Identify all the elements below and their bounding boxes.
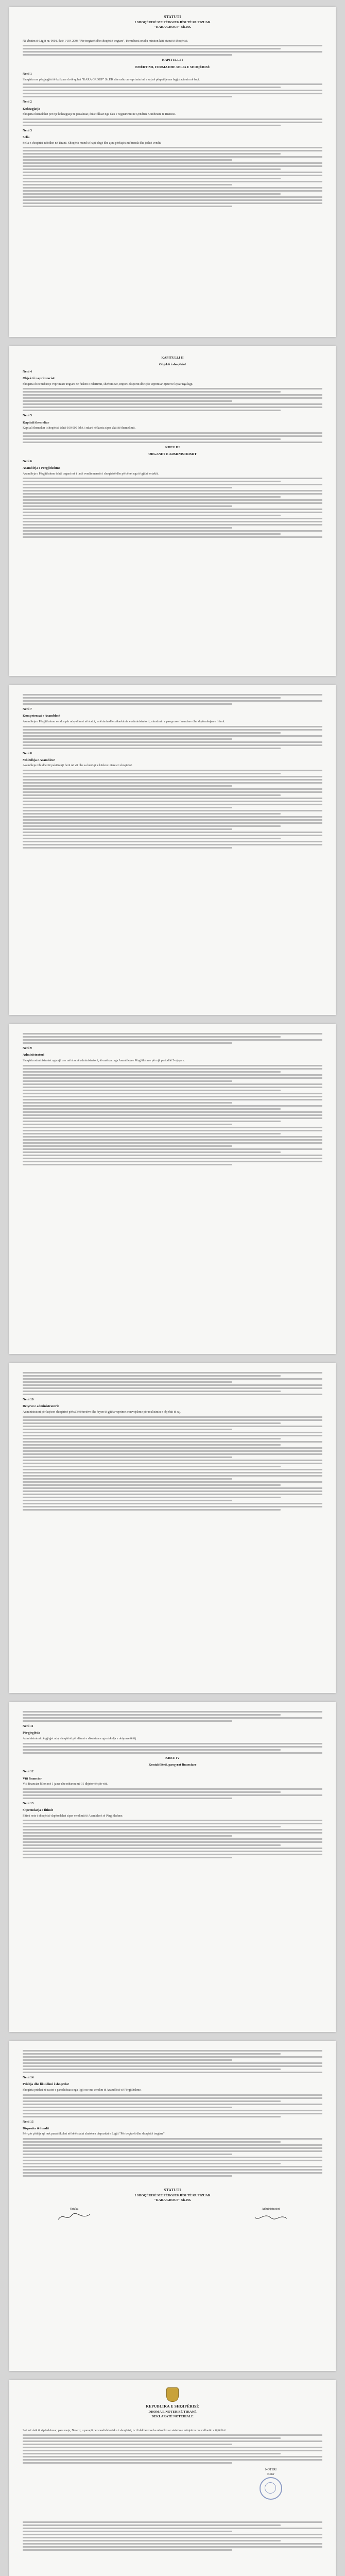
closing-heading: STATUTI [164,2188,181,2193]
article-2: Neni 2 [23,100,32,104]
signature-scrawl-2 [219,2211,322,2223]
page-8 [9,2380,336,2576]
article-9-title: Administratori [23,1053,44,1057]
chapter-1-title: EMËRTIMI, FORMA DHE SELIA E SHOQËRISË [135,65,210,69]
signature-right [219,2207,322,2223]
page-7 [9,2041,336,2371]
article-5-text: Kapitali themeltar i shoqërisë është 100 000 lekë, i ndarë në kuota sipas aktit të themelimit. [23,427,136,430]
declaration-text: Sot më datë të sipërshënuar, para meje, Noterit, u paraqit personalisht ortaku i shoqërisë, i cili deklaroi se ka nënshkruar statutin e mësipërm me vullnetin e tij të lirë. [23,2429,227,2432]
article-11: Neni 11 [23,1724,33,1728]
article-10-text: Administratori përfaqëson shoqërinë përballë të tretëve dhe kryen të gjitha veprimet e nevojshme për realizimin e objektit të saj. [23,1410,181,1414]
notary-chamber: DHOMA E NOTERISË TIRANË [148,2410,197,2414]
article-7-text: Asambleja e Përgjithshme vendos për ndryshimet në statut, emërimin dhe shkarkimin e administratorit, miratimin e pasqyrave financiare dhe shpërndarjen e fitimit. [23,720,226,723]
article-2-text: Shoqëria themelohet për një kohëzgjatje të pacaktuar, duke filluar nga data e regjistrimit në Qendrën Kombëtare të Biznesit. [23,113,176,116]
intro-text: Në zbatim të Ligjit nr. 9901, datë 14.04.2008 "Për tregtarët dhe shoqëritë tregtare", themeluesi/ortaku miraton këtë statut të shoqërisë. [23,39,188,43]
article-8-title: Mbledhja e Asamblesë [23,758,55,762]
signature-left-label: Ortaku [70,2207,79,2211]
article-2-title: Kohëzgjatja [23,107,40,111]
article-12-text: Viti financiar fillon më 1 janar dhe mbaron më 31 dhjetor të çdo viti. [23,1783,108,1786]
article-12-title: Viti financiar [23,1776,42,1781]
article-1-text: Shoqëria me përgjegjësi të kufizuar do të quhet "KARA GROUP" Sh.P.K dhe ushtron veprimtarinë e saj në përputhje me legjislacionin në fuqi. [23,78,200,81]
closing-company: "KARA GROUP" Sh.P.K [154,2198,191,2202]
article-15-text: Për çdo çështje që nuk parashikohet në këtë statut zbatohen dispozitat e Ligjit "Për tregtarët dhe shoqëritë tregtare". [23,2132,166,2136]
article-3-title: Selia [23,135,30,140]
notary-label: NOTERI [265,2468,277,2472]
article-1: Neni 1 [23,72,32,76]
article-13-title: Shpërndarja e fitimit [23,1808,53,1812]
signature-right-label: Administratori [262,2207,280,2211]
article-4: Neni 4 [23,369,32,374]
article-3-text: Selia e shoqërisë ndodhet në Tiranë. Shoqëria mund të hapë degë dhe zyra përfaqësimi brenda dhe jashtë vendit. [23,141,162,145]
signature-left [23,2207,126,2223]
article-10-title: Detyrat e administratorit [23,1404,59,1409]
page-3 [9,685,336,1015]
signature-row [23,2207,322,2223]
notary-signature [219,2468,322,2501]
article-15-title: Dispozita të fundit [23,2126,49,2130]
article-3: Neni 3 [23,128,32,132]
article-12: Neni 12 [23,1770,34,1774]
chapter-3-title: ORGANET E ADMINISTRIMIT [148,452,197,456]
article-4-text: Shoqëria do të ushtrojë veprimtari tregtare në fushën e ndërtimit, shërbimeve, import-eksportit dhe çdo veprimtari tjetër të lejuar nga ligji. [23,382,194,386]
signature-scrawl [23,2211,126,2223]
statute-heading: STATUTI [164,14,181,19]
article-7-title: Kompetencat e Asamblesë [23,714,60,718]
article-15: Neni 15 [23,2120,34,2124]
article-13: Neni 13 [23,1801,34,1805]
article-14-title: Prishja dhe likuidimi i shoqërisë [23,2082,69,2087]
chapter-3: KREU III [165,445,180,449]
chapter-2-title: Objekti i shoqërisë [159,363,186,367]
chapter-1: KAPITULLI I [162,58,183,62]
statute-subheading: I SHOQËRISË ME PËRGJEGJËSI TË KUFIZUAR [134,20,211,24]
article-14-text: Shoqëria prishet në rastet e parashikuara nga ligji ose me vendim të Asamblesë së Përgjithshme. [23,2088,142,2092]
article-10: Neni 10 [23,1398,34,1401]
page-6 [9,1702,336,2032]
article-6-title: Asambleja e Përgjithshme [23,466,60,470]
chapter-2: KAPITULLI II [161,356,184,360]
article-5: Neni 5 [23,414,32,418]
article-6-text: Asambleja e Përgjithshme është organi më i lartë vendimmarrës i shoqërisë dhe përbëhet nga të gjithë ortakët. [23,472,159,476]
company-name: "KARA GROUP" Sh.P.K [154,25,191,29]
article-7: Neni 7 [23,707,32,711]
article-8: Neni 8 [23,751,32,755]
article-11-title: Përgjegjësia [23,1731,40,1735]
article-13-text: Fitimi neto i shoqërisë shpërndahet sipas vendimit të Asamblesë së Përgjithshme. [23,1814,124,1818]
page-4 [9,1024,336,1354]
state-crest-icon [166,2387,179,2402]
article-14: Neni 14 [23,2076,34,2079]
republic-heading: REPUBLIKA E SHQIPËRISË [146,2404,199,2409]
chapter-4-title: Kontabiliteti, pasqyrat financiare [148,1762,197,1767]
chapter-4: KREU IV [165,1756,180,1760]
article-8-text: Asambleja mblidhet të paktën një herë në vit dhe sa herë që e kërkon interesi i shoqërisë. [23,764,133,768]
page-5 [9,1363,336,1693]
article-5-title: Kapitali themeltar [23,420,49,425]
article-9-text: Shoqëria administrohet nga një ose më shumë administratorë, të emëruar nga Asambleja e Përgjithshme për një periudhë 5-vjeçare. [23,1059,185,1062]
page-1 [9,7,336,337]
page-2 [9,346,336,676]
notary-name: Noter [267,2473,274,2477]
declaration-title: DEKLARATË NOTERIALE [151,2415,194,2419]
article-6: Neni 6 [23,459,32,463]
article-9: Neni 9 [23,1046,32,1050]
notary-signature-row [23,2468,322,2501]
article-11-text: Administratori përgjigjet ndaj shoqërisë për dëmet e shkaktuara nga shkelja e detyrave të tij. [23,1737,137,1740]
article-4-title: Objekti i veprimtarisë [23,377,55,381]
notary-stamp-icon [260,2477,282,2500]
closing-subheading: I SHOQËRISË ME PËRGJEGJËSI TË KUFIZUAR [134,2193,211,2197]
